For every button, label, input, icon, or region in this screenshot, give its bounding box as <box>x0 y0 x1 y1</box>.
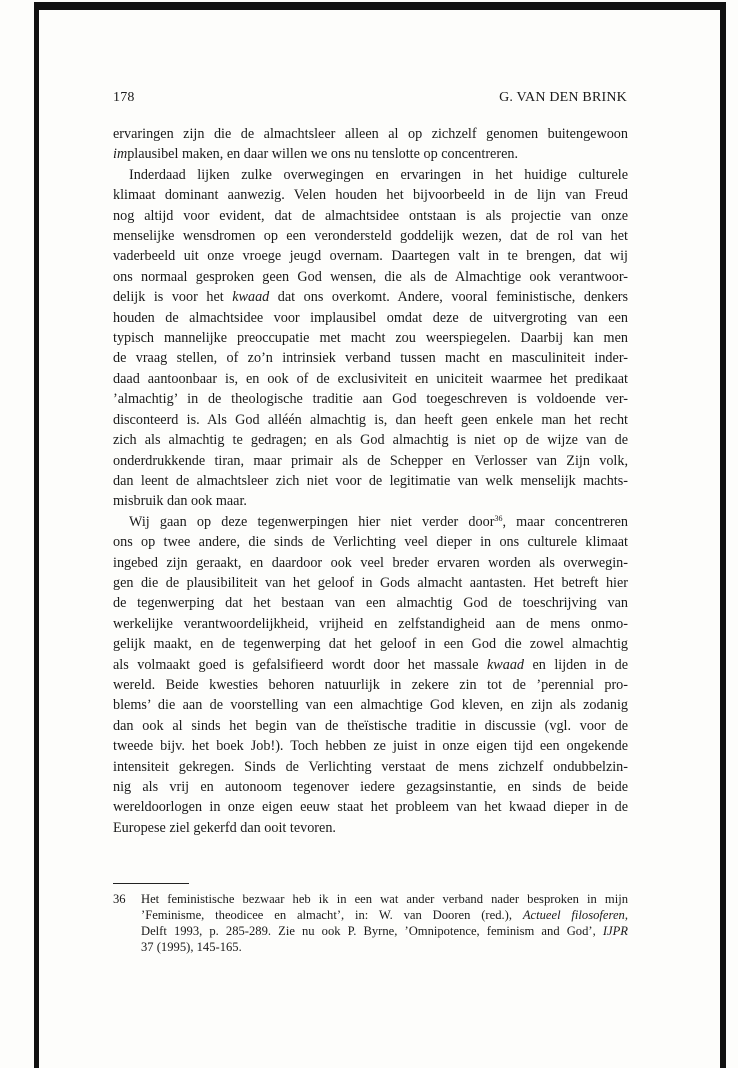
text-line: nig als vrij en autonoom tegenover iedere gezagsinstantie, en sinds de beide <box>113 779 628 795</box>
emphasis: im <box>113 146 128 163</box>
emphasis: kwaad <box>486 656 525 673</box>
text-line: nog altijd voor evident, dat de almachtsidee ontstaan is als projectie van onze <box>113 207 628 224</box>
text-line: menselijke wensdromen op een verondersteld goddelijk wezen, dat de rol van het <box>113 228 628 245</box>
text-line: vaderbeeld uit onze vroege jeugd overnam. Daartegen valt in te brengen, dat wij <box>113 248 628 265</box>
text-line: tweede bijv. het boek Job!). Toch hebben ze juist in onze eigen tijd een ongekende <box>113 738 628 755</box>
footnote-text <box>141 891 628 955</box>
footnote-line: Delft 1993, p. 285-289. Zie nu ook P. Byrne, ’Omnipotence, feminism and God’, IJPR <box>141 924 628 938</box>
scan-border-right <box>720 2 726 1068</box>
emphasis: kwaad <box>232 289 270 306</box>
text-line: blems’ die aan de voorstelling van een almachtige God kleven, en zijn als zodanig <box>113 697 628 714</box>
text-line: typisch mannelijke preoccupatie met macht zou weerspiegelen. Daarbij kan men <box>113 330 628 347</box>
text-line: onderdrukkende tiran, maar primair als de Schepper en Verlosser van Zijn volk, <box>113 452 628 469</box>
text-line: ons normaal gesproken geen God wensen, die als de Almachtige ook verantwoor- <box>113 268 628 285</box>
text-line: dan leent de almachtsleer zich niet voor de legitimatie van welk menselijk machts- <box>113 472 628 489</box>
text-line: wereldoorlogen in onze eigen eeuw staat het probleem van het kwaad dieper in de <box>113 799 628 816</box>
text-line: dan ook al sinds het begin van de theïstische traditie in discussie (vgl. voor de <box>113 717 628 734</box>
text-line: wereld. Beide kwesties behoren natuurlijk in zekere zin tot de ’perennial pro- <box>113 676 628 693</box>
text-line: zich als almachtig te gedragen; en als God almachtig is niet op de wijze van de <box>113 432 628 449</box>
footnote-line: 37 (1995), 145-165. <box>141 940 242 954</box>
footnote-number: 36 <box>113 892 126 906</box>
text-line: misbruik dan ook maar. <box>113 493 247 510</box>
text-line: Europese ziel gekerfd dan ooit tevoren. <box>113 819 336 836</box>
text-line: de tegenwerping dat het bestaan van een almachtig God de toeschrijving van <box>113 595 628 612</box>
footnote-ref[interactable]: 36 <box>494 513 503 523</box>
text-line: de vraag stellen, of zo’n intrinsiek verband tussen macht en masculiniteit inder- <box>113 350 628 367</box>
running-head-author: G. VAN DEN BRINK <box>499 90 627 105</box>
text-line: disconteerd is. Als God alléén almachtig is, dan heeft geen enkele man het recht <box>113 411 628 428</box>
text-line: houden de almachtsidee voor implausibel omdat deze de uitvergroting van een <box>113 309 628 326</box>
book-title: Actueel filosoferen <box>522 908 625 922</box>
text-line: ervaringen zijn die de almachtsleer alleen al op zichzelf genomen buitengewoon <box>113 126 628 142</box>
text-line: gen die de plausibiliteit van het geloof in Gods almacht aantasten. Het betreft hier <box>113 574 628 591</box>
text-line: klimaat dominant aanwezig. Velen houden het bijvoorbeeld in de lijn van Freud <box>113 187 628 204</box>
text-line: ingebed zijn geraakt, en daardoor ook veel breder ervaren worden als overwegin- <box>113 554 628 571</box>
main-text <box>113 124 628 838</box>
text-line: gelijk maakt, en de tegenwerping dat het geloof in een God die zowel almachtig <box>113 636 628 653</box>
text-line: daad aantoonbaar is, en ook of de exclusiviteit en uniciteit waarmee het predikaat <box>113 370 628 387</box>
text-line: als volmaakt goed is gefalsifieerd wordt door het massale kwaad en lijden in de <box>113 656 628 673</box>
footnote-line: Het feministische bezwaar heb ik in een wat ander verband nader besproken in mijn <box>141 892 628 906</box>
text-line: implausibel maken, en daar willen we ons nu tenslotte op concentreren. <box>113 146 519 163</box>
text-line: werkelijke verantwoordelijkheid, vrijheid en zelfstandigheid aan de mens onmo- <box>113 615 628 632</box>
text-line: intensiteit gekregen. Sinds de Verlichting verstaat de mens zichzelf ondubbelzin- <box>113 758 628 775</box>
scan-border-top <box>34 2 726 10</box>
text-line: delijk is voor het kwaad dat ons overkomt. Andere, vooral feministische, denkers <box>113 289 628 306</box>
text-line: Wij gaan op deze tegenwerpingen hier niet verder door$^{36}$, maar concentreren <box>129 513 628 530</box>
scan-border-left <box>34 2 39 1068</box>
journal-title: IJPR <box>602 924 628 938</box>
text-line: Inderdaad lijken zulke overwegingen en ervaringen in het huidige culturele <box>129 166 628 183</box>
text-line: ’almachtig’ in de theologische traditie aan God toegeschreven is voldoende ver- <box>113 391 628 408</box>
page-number: 178 <box>113 90 135 105</box>
text-line: ons op twee andere, die sinds de Verlichting veel dieper in ons culturele klimaat <box>113 534 628 551</box>
footnote-rule <box>113 883 189 884</box>
footnote-line: ’Feminisme, theodicee en almacht’, in: W. van Dooren (red.), Actueel filosoferen, <box>141 908 628 922</box>
